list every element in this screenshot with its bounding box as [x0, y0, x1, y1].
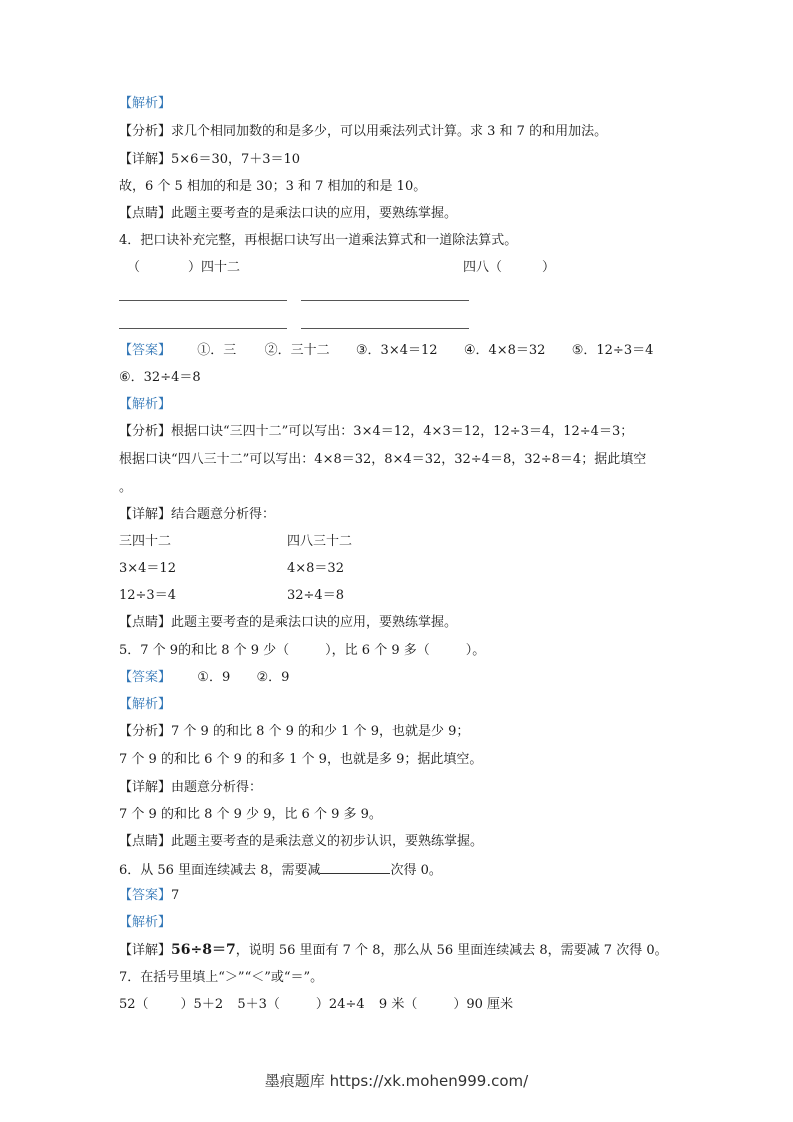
dianjing-line [119, 834, 483, 850]
q5-answer-row [119, 670, 289, 686]
answer-item: 7 [171, 888, 180, 903]
q6-answer-row [119, 888, 179, 904]
q4-title: 4．把口诀补充完整，再根据口诀写出一道乘法算式和一道除法算式。 [119, 233, 518, 248]
compare-item: ）5＋2 [180, 997, 224, 1012]
fenxi-text: 求几个相同加数的和是多少，可以用乘法列式计算。求 3 和 7 的和用加法。 [171, 124, 608, 139]
q4-answer-row [119, 343, 653, 359]
fenxi-line [119, 424, 633, 440]
fenxi-text: 根据口诀“三四十二”可以写出：3×4＝12，4×3＝12，12÷3＝4，12÷4＝3； [171, 424, 634, 439]
daan-tag: 【答案】 [119, 343, 172, 358]
xiangjie-tag: 【详解】 [119, 943, 172, 958]
col1-item: 3×4＝12 [119, 561, 176, 576]
dianjing-line [119, 615, 457, 631]
jiexi-heading [119, 96, 171, 112]
paren-close: ） [542, 260, 556, 275]
xiangjie-line [119, 152, 300, 168]
q4-right-blank [463, 260, 555, 276]
detail-line: 7 个 9 的和比 8 个 9 少 9，比 6 个 9 多 9。 [119, 807, 382, 822]
conclusion-line: 故，6 个 5 相加的和是 30；3 和 7 相加的和是 10。 [119, 179, 427, 194]
fenxi-tag: 【分析】 [119, 124, 172, 139]
answer-item: ①．三 [197, 343, 237, 358]
xiangjie-tag: 【详解】 [119, 780, 172, 795]
q7-items [119, 997, 513, 1013]
fenxi-tag: 【分析】 [119, 724, 172, 739]
dianjing-text: 此题主要考查的是乘法口诀的应用，要熟练掌握。 [171, 206, 458, 221]
dianjing-text: 此题主要考查的是乘法意义的初步认识，要熟练掌握。 [171, 834, 484, 849]
footer-watermark: 墨痕题库 https://xk.mohen999.com/ [264, 1072, 529, 1090]
q7-title: 7．在括号里填上“＞”“＜”或“＝”。 [119, 970, 324, 985]
answer-item: ③．3×4＝12 [355, 343, 438, 358]
q5-title-c: ）。 [465, 643, 486, 658]
col2-item: 32÷4＝8 [287, 588, 344, 603]
dianjing-tag: 【点睛】 [119, 615, 172, 630]
answer-line [119, 328, 287, 329]
jiexi-tag: 【解析】 [119, 96, 172, 111]
q4-left-rest: ）四十二 [188, 260, 241, 275]
compare-item: 52（ [119, 997, 149, 1012]
compare-item: 5＋3（ [237, 997, 280, 1012]
xiangjie-text: 结合题意分析得： [171, 507, 276, 522]
daan-tag: 【答案】 [119, 888, 172, 903]
q6-title [119, 861, 442, 879]
q4-left-blank [127, 260, 240, 276]
answer-line [301, 300, 469, 301]
answer-item: ②．三十二 [264, 343, 330, 358]
fenxi-line [119, 724, 469, 740]
fenxi-line-3: 。 [119, 480, 133, 495]
q6-title-b: 次得 0。 [390, 863, 442, 878]
answer-item: ①．9 [197, 670, 231, 685]
xiangjie-line [119, 507, 275, 523]
xiangjie-line [119, 780, 262, 796]
col2-item: 4×8＝32 [287, 561, 344, 576]
fenxi-tag: 【分析】 [119, 424, 172, 439]
fenxi-line-2: 7 个 9 的和比 6 个 9 的和多 1 个 9，也就是多 9；据此填空。 [119, 752, 483, 767]
dianjing-line [119, 206, 457, 222]
compare-item: 9 米（ [378, 997, 418, 1012]
q6-title-a: 6．从 56 里面连续减去 8，需要减 [119, 863, 321, 878]
col2-item: 四八三十二 [287, 534, 353, 549]
answer-line [301, 328, 469, 329]
q5-title-a: 5．7 个 9的和比 8 个 9 少（ [119, 643, 290, 658]
jiexi-heading [119, 697, 171, 713]
xiangjie-tag: 【详解】 [119, 507, 172, 522]
paren-open: （ [127, 260, 141, 275]
xiangjie-line [119, 942, 668, 959]
answer-item: ⑥．32÷4＝8 [119, 370, 201, 385]
answer-item: ⑤．12÷3＝4 [571, 343, 654, 358]
jiexi-tag: 【解析】 [119, 397, 172, 412]
jiexi-tag: 【解析】 [119, 697, 172, 712]
dianjing-text: 此题主要考查的是乘法口诀的应用，要熟练掌握。 [171, 615, 458, 630]
xiangjie-text: 由题意分析得： [171, 780, 263, 795]
jiexi-tag: 【解析】 [119, 915, 172, 930]
compare-item: ）90 厘米 [453, 997, 514, 1012]
equation: 56÷8＝7 [171, 942, 236, 958]
col1-item: 三四十二 [119, 534, 172, 549]
q5-title-b: ），比 6 个 9 多（ [325, 643, 430, 658]
dianjing-tag: 【点睛】 [119, 206, 172, 221]
fenxi-line-2: 根据口诀“四八三十二”可以写出：4×8＝32，8×4＝32，32÷4＝8，32÷8＝4；据此填空 [119, 452, 647, 467]
daan-tag: 【答案】 [119, 670, 172, 685]
fenxi-text: 7 个 9 的和比 8 个 9 的和少 1 个 9，也就是少 9； [171, 724, 470, 739]
fill-blank [320, 861, 390, 874]
dianjing-tag: 【点睛】 [119, 834, 172, 849]
q5-title [119, 643, 485, 659]
jiexi-heading [119, 397, 171, 413]
xiangjie-text: 5×6＝30，7＋3＝10 [171, 152, 301, 167]
xiangjie-tag: 【详解】 [119, 152, 172, 167]
answer-item: ④．4×8＝32 [463, 343, 546, 358]
fenxi-line [119, 124, 607, 140]
xiangjie-text: ，说明 56 里面有 7 个 8，那么从 56 里面连续减去 8，需要减 7 次得 0。 [235, 943, 668, 958]
compare-item: ）24÷4 [315, 997, 365, 1012]
q4-right-start: 四八（ [463, 260, 503, 275]
col1-item: 12÷3＝4 [119, 588, 176, 603]
jiexi-heading [119, 915, 171, 931]
answer-line [119, 300, 287, 301]
answer-item: ②．9 [256, 670, 290, 685]
